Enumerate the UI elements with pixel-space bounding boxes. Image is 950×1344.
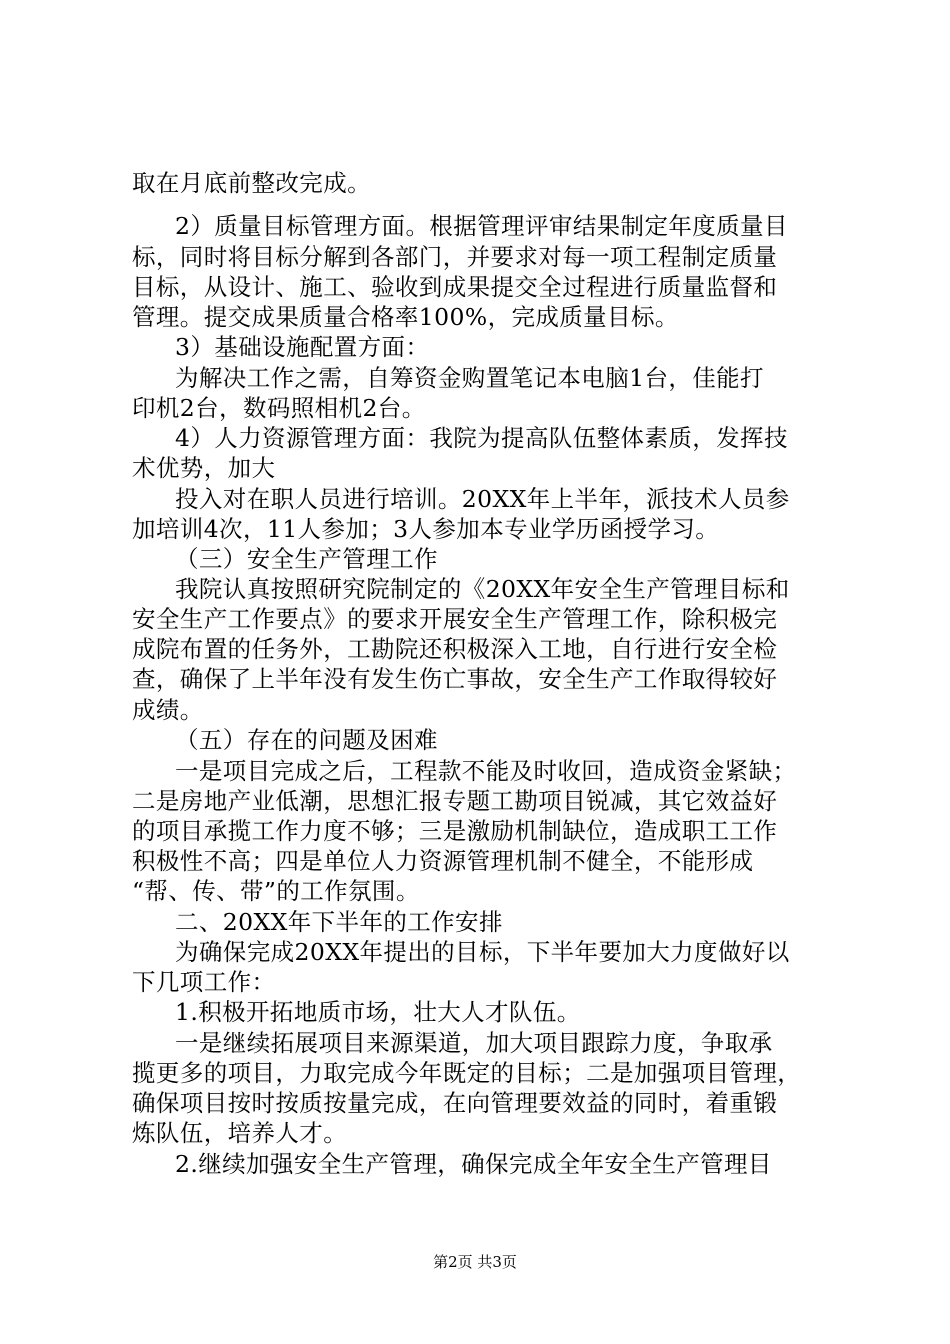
text-line: 1.积极开拓地质市场，壮大人才队伍。 <box>175 998 581 1026</box>
text-line: 我院认真按照研究院制定的《20XX年安全生产管理目标和 <box>175 575 790 603</box>
text-line: 炼队伍，培养人才。 <box>132 1119 348 1147</box>
text-line: 管理。提交成果质量合格率100%，完成质量目标。 <box>132 303 679 331</box>
text-line: 安全生产工作要点》的要求开展安全生产管理工作，除积极完 <box>132 605 778 633</box>
text-line: 取在月底前整改完成。 <box>132 169 371 197</box>
text-line: 加培训4次，11人参加；3人参加本专业学历函授学习。 <box>132 515 720 543</box>
text-line: 2.继续加强安全生产管理，确保完成全年安全生产管理目 <box>175 1150 772 1178</box>
section-heading: （三）安全生产管理工作 <box>175 545 438 573</box>
text-line: 一是继续拓展项目来源渠道，加大项目跟踪力度，争取承 <box>175 1029 773 1057</box>
text-line: 为确保完成20XX年提出的目标，下半年要加大力度做好以 <box>175 938 790 966</box>
text-line: 4）人力资源管理方面：我院为提高队伍整体素质，发挥技 <box>175 424 788 452</box>
text-line: 标，同时将目标分解到各部门，并要求对每一项工程制定质量 <box>132 243 778 271</box>
text-line: 3）基础设施配置方面： <box>175 333 430 361</box>
text-line: 下几项工作： <box>132 968 276 996</box>
text-line: 一是项目完成之后，工程款不能及时收回，造成资金紧缺； <box>175 757 797 785</box>
text-line: 揽更多的项目，力取完成今年既定的目标；二是加强项目管理， <box>132 1059 802 1087</box>
text-line: 查，确保了上半年没有发生伤亡事故，安全生产工作取得较好 <box>132 665 778 693</box>
text-line: 投入对在职人员进行培训。20XX年上半年，派技术人员参 <box>175 485 790 513</box>
text-line: 二是房地产业低潮，思想汇报专题工勘项目锐减，其它效益好 <box>132 787 778 815</box>
text-line: 目标，从设计、施工、验收到成果提交全过程进行质量监督和 <box>132 273 778 301</box>
text-line: 为解决工作之需，自筹资金购置笔记本电脑1台，佳能打 <box>175 364 764 392</box>
text-line: 确保项目按时按质按量完成，在向管理要效益的同时，着重锻 <box>132 1089 778 1117</box>
text-line: 的项目承揽工作力度不够；三是激励机制缺位，造成职工工作 <box>132 817 778 845</box>
text-line: 积极性不高；四是单位人力资源管理机制不健全，不能形成 <box>132 847 754 875</box>
text-line: 印机2台，数码照相机2台。 <box>132 394 426 422</box>
section-heading: （五）存在的问题及困难 <box>175 726 438 754</box>
page-number-footer: 第2页 共3页 <box>433 1253 517 1271</box>
text-line: “帮、传、带”的工作氛围。 <box>132 877 420 905</box>
text-line: 成绩。 <box>132 696 204 724</box>
text-line: 2）质量目标管理方面。根据管理评审结果制定年度质量目 <box>175 212 788 240</box>
section-heading: 二、20XX年下半年的工作安排 <box>175 908 503 936</box>
text-line: 术优势，加大 <box>132 454 276 482</box>
text-line: 成院布置的任务外，工勘院还积极深入工地，自行进行安全检 <box>132 635 778 663</box>
